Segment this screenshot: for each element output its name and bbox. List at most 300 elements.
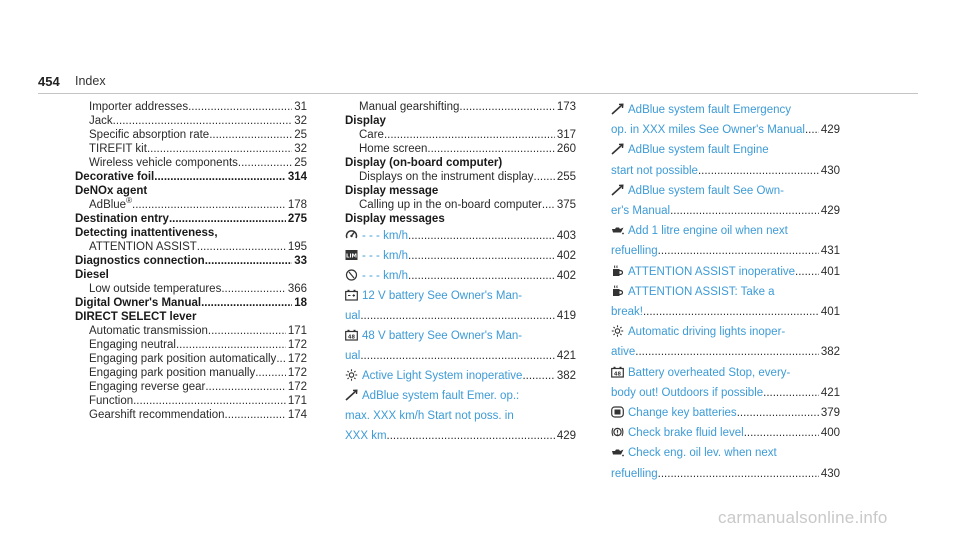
index-entry	[345, 114, 576, 128]
index-entry-text	[345, 212, 445, 226]
index-entry-label: Detecting inattentiveness,	[75, 227, 218, 239]
leader-dots	[670, 201, 819, 221]
index-entry-label: Wireless vehicle components	[89, 157, 238, 169]
page-reference[interactable]: 25	[294, 157, 307, 169]
leader-dots	[744, 423, 819, 443]
index-entry-label: refuelling	[611, 245, 658, 258]
index-entry	[75, 170, 307, 184]
index-entry[interactable]	[345, 266, 576, 286]
page-reference[interactable]: 31	[294, 101, 307, 113]
index-entry-text	[75, 268, 109, 282]
index-entry-text	[345, 386, 519, 406]
index-entry[interactable]	[611, 342, 840, 362]
index-entry-text	[359, 198, 542, 212]
index-entry-label: Displays on the instrument display	[359, 171, 534, 183]
page-reference[interactable]: 275	[287, 213, 307, 225]
index-entry-label: Specific absorption rate	[89, 129, 210, 141]
index-entry[interactable]	[611, 221, 840, 241]
index-entry[interactable]	[611, 241, 840, 261]
index-entry-text	[611, 403, 737, 423]
battery-12v-icon	[345, 289, 358, 301]
index-entry-label: Display messages	[345, 213, 445, 225]
index-entry-label: AdBlue system fault Emergency	[628, 104, 791, 116]
index-entry	[75, 226, 307, 240]
index-entry-label: Display message	[345, 185, 439, 197]
index-entry[interactable]	[611, 100, 840, 120]
index-entry[interactable]	[345, 426, 576, 446]
index-entry-text	[89, 366, 255, 380]
index-entry	[75, 338, 307, 352]
index-entry	[75, 380, 307, 394]
index-entry	[345, 100, 576, 114]
leader-dots	[238, 156, 292, 170]
page-reference[interactable]: 430	[820, 467, 840, 480]
leader-dots	[205, 254, 292, 268]
index-entry-text	[611, 140, 769, 160]
page-reference[interactable]: 431	[820, 245, 840, 258]
index-entry-text	[345, 306, 360, 326]
svg-text:48: 48	[348, 334, 355, 341]
leader-dots	[737, 403, 819, 423]
leader-dots	[132, 198, 286, 212]
index-entry-label: Diesel	[75, 269, 109, 281]
index-entry-label: Active Light System inoperative	[362, 370, 523, 382]
index-entry[interactable]	[611, 322, 840, 342]
page-reference[interactable]: 421	[820, 386, 840, 399]
index-entry-label: Gearshift recommendation	[89, 409, 225, 421]
battery-48v-icon	[345, 329, 358, 341]
index-entry[interactable]	[611, 282, 840, 302]
index-entry	[75, 100, 307, 114]
index-entry-text	[345, 246, 408, 266]
index-entry-label: Automatic transmission	[89, 325, 208, 337]
index-entry-label: Care	[359, 129, 384, 141]
page-reference[interactable]: 172	[287, 353, 307, 365]
index-entry	[75, 142, 307, 156]
page-reference[interactable]: 402	[556, 250, 576, 262]
index-entry-text	[611, 443, 777, 463]
index-entry	[75, 352, 307, 366]
index-entry-text	[611, 342, 635, 362]
leader-dots	[208, 324, 286, 338]
page-reference[interactable]: 18	[294, 297, 307, 309]
index-entry-label: 48 V battery See Owner's Man-	[362, 330, 523, 342]
page-reference[interactable]: 401	[820, 265, 840, 278]
page-reference[interactable]: 429	[820, 124, 840, 137]
index-entry	[75, 114, 307, 128]
cruise-control-icon	[345, 229, 358, 241]
index-entry-text	[359, 100, 459, 114]
index-entry-label: Display	[345, 115, 386, 127]
index-entry[interactable]	[611, 403, 840, 423]
index-entry-text	[89, 128, 209, 142]
leader-dots	[225, 408, 286, 422]
index-entry-label: Digital Owner's Manual	[75, 297, 202, 309]
index-entry-text	[89, 282, 221, 296]
index-entry-text	[611, 464, 658, 484]
leader-dots	[408, 266, 555, 286]
index-entry-text	[611, 302, 643, 322]
page-reference[interactable]: 172	[287, 339, 307, 351]
page-reference[interactable]: 173	[556, 101, 576, 113]
page-reference[interactable]: 400	[820, 427, 840, 440]
index-entry-text	[345, 286, 522, 306]
index-entry[interactable]	[611, 302, 840, 322]
registered-mark: ®	[126, 196, 132, 206]
page-reference[interactable]: 429	[556, 430, 576, 442]
page-reference[interactable]: 172	[287, 381, 307, 393]
index-entry-label: Function	[89, 395, 134, 407]
index-entry-text	[89, 198, 132, 212]
index-entry-label: - - - km/h	[362, 230, 408, 242]
index-entry	[75, 324, 307, 338]
index-entry-text	[89, 394, 133, 408]
index-entry-text	[75, 296, 201, 310]
index-entry-label: Check brake fluid level	[628, 427, 744, 440]
index-entry-text	[359, 170, 534, 184]
index-entry[interactable]	[611, 201, 840, 221]
index-entry[interactable]	[611, 383, 840, 403]
battery-48v-icon	[611, 366, 624, 378]
index-entry-label: DIRECT SELECT lever	[75, 311, 197, 323]
leader-dots	[147, 142, 292, 156]
page-header	[38, 74, 918, 92]
index-entry-label: Destination entry	[75, 213, 169, 225]
index-entry-text	[89, 380, 205, 394]
index-entry[interactable]	[611, 262, 840, 282]
index-entry-text	[75, 254, 205, 268]
index-entry	[345, 184, 576, 198]
index-entry	[75, 268, 307, 282]
page-reference[interactable]: 401	[820, 306, 840, 319]
leader-dots	[209, 128, 292, 142]
brake-icon	[611, 426, 624, 438]
index-entry-label: Decorative foil	[75, 171, 155, 183]
page-reference[interactable]: 178	[287, 199, 307, 211]
leader-dots	[176, 338, 286, 352]
index-entry	[75, 156, 307, 170]
speed-limit-icon	[345, 269, 358, 281]
index-entry-label: Calling up in the on-board computer	[359, 199, 542, 211]
leader-dots	[805, 120, 819, 140]
index-entry-label: XXX km	[345, 430, 387, 442]
page-reference[interactable]: 430	[820, 164, 840, 177]
index-entry	[75, 310, 307, 324]
leader-dots	[658, 241, 819, 261]
index-entry-label: ative	[611, 346, 636, 359]
index-entry-label: ATTENTION ASSIST inoperative	[628, 265, 796, 278]
index-entry	[345, 212, 576, 226]
index-entry-text	[89, 408, 225, 422]
leader-dots	[113, 114, 293, 128]
leader-dots	[154, 170, 286, 184]
page-reference[interactable]: 421	[556, 350, 576, 362]
page-reference[interactable]: 403	[556, 230, 576, 242]
index-entry	[75, 128, 307, 142]
page-reference[interactable]: 366	[287, 283, 307, 295]
page-reference[interactable]: 382	[820, 346, 840, 359]
page-reference[interactable]: 32	[294, 115, 307, 127]
page-reference[interactable]: 174	[287, 409, 307, 421]
index-entry-label: Automatic driving lights inoper-	[628, 326, 786, 339]
index-entry-text	[75, 310, 196, 324]
index-entry-text	[345, 426, 387, 446]
light-icon	[345, 369, 358, 381]
index-entry-text	[75, 184, 147, 198]
index-entry-text	[345, 114, 386, 128]
index-entry-label: op. in XXX miles See Owner's Manual	[611, 124, 805, 137]
page-number: 454	[38, 74, 60, 89]
index-entry-text	[89, 324, 208, 338]
leader-dots	[360, 346, 554, 366]
index-entry-label: Display (on-board computer)	[345, 157, 503, 169]
index-entry	[345, 198, 576, 212]
section-title: Index	[75, 74, 106, 88]
index-entry	[75, 394, 307, 408]
index-entry-text	[359, 142, 427, 156]
index-entry	[75, 408, 307, 422]
index-entry-label: Battery overheated Stop, every-	[628, 366, 791, 379]
leader-dots	[658, 464, 819, 484]
leader-dots	[205, 380, 285, 394]
leader-dots	[459, 100, 554, 114]
index-column-2	[345, 100, 576, 446]
index-entry	[75, 254, 307, 268]
leader-dots	[384, 128, 555, 142]
index-entry-label: body out! Outdoors if possible	[611, 386, 764, 399]
index-entry[interactable]	[611, 363, 840, 383]
index-entry[interactable]	[611, 443, 840, 463]
watermark: carmanualsonline.info	[718, 508, 888, 527]
page-reference[interactable]: 25	[294, 129, 307, 141]
index-entry[interactable]	[611, 140, 840, 160]
leader-dots	[643, 302, 819, 322]
index-entry-label: ATTENTION ASSIST: Take a	[628, 285, 775, 298]
page-reference[interactable]: 382	[556, 370, 576, 382]
oil-can-icon	[611, 224, 624, 236]
index-entry	[75, 282, 307, 296]
page-reference[interactable]: 33	[294, 255, 307, 267]
index-entry-label: Add 1 litre engine oil when next	[628, 225, 788, 238]
index-entry-text	[89, 338, 176, 352]
index-entry	[345, 156, 576, 170]
index-entry-label: AdBlue	[89, 199, 127, 211]
index-entry	[75, 366, 307, 380]
leader-dots	[197, 240, 286, 254]
leader-dots	[427, 142, 554, 156]
page-reference[interactable]: 375	[556, 199, 576, 211]
index-entry[interactable]	[611, 423, 840, 443]
index-entry[interactable]	[345, 226, 576, 246]
index-entry-label: Engaging reverse gear	[89, 381, 206, 393]
header-rule	[38, 93, 918, 94]
index-entry-label: Low outside temperatures	[89, 283, 222, 295]
index-entry-text	[611, 120, 805, 140]
page-reference[interactable]: 314	[287, 171, 307, 183]
index-entry-label: 12 V battery See Owner's Man-	[362, 290, 523, 302]
index-entry-text	[75, 226, 218, 240]
page-reference[interactable]: 171	[287, 325, 307, 337]
index-entry	[345, 142, 576, 156]
index-entry-label: Home screen	[359, 143, 428, 155]
index-entry-text	[345, 326, 522, 346]
leader-dots	[534, 170, 555, 184]
leader-dots	[635, 342, 819, 362]
index-entry-text	[611, 181, 784, 201]
svg-text:LIM: LIM	[345, 253, 358, 260]
index-entry-label: - - - km/h	[362, 250, 408, 262]
index-column-1	[75, 100, 307, 422]
index-entry-text	[611, 282, 775, 302]
page-reference[interactable]: 195	[287, 241, 307, 253]
page-reference[interactable]: 255	[556, 171, 576, 183]
key-battery-icon	[611, 406, 624, 418]
leader-dots	[763, 383, 819, 403]
index-entry[interactable]	[345, 246, 576, 266]
index-entry-text	[345, 346, 360, 366]
page-reference[interactable]: 32	[294, 143, 307, 155]
leader-dots	[221, 282, 285, 296]
index-entry	[75, 296, 307, 310]
index-entry	[75, 240, 307, 254]
index-entry-label: Diagnostics connection	[75, 255, 205, 267]
index-entry-label: AdBlue system fault Engine	[628, 144, 769, 157]
index-entry-text	[611, 241, 658, 261]
index-entry-label: AdBlue system fault See Own-	[628, 184, 784, 197]
index-entry-label: ual	[345, 310, 361, 322]
leader-dots	[188, 100, 292, 114]
index-entry[interactable]	[345, 306, 576, 326]
index-entry-text	[345, 184, 438, 198]
index-entry-label: er's Manual	[611, 205, 671, 218]
index-entry-text	[89, 240, 197, 254]
leader-dots	[133, 394, 286, 408]
page-reference[interactable]: 419	[556, 310, 576, 322]
index-entry-label: Check eng. oil lev. when next	[628, 447, 777, 460]
index-entry	[345, 128, 576, 142]
oil-can-icon	[611, 446, 624, 458]
index-entry-text	[359, 128, 384, 142]
index-entry	[345, 170, 576, 184]
index-entry-text	[89, 114, 113, 128]
index-entry-text	[75, 170, 154, 184]
limiter-icon	[345, 249, 358, 261]
index-entry	[75, 198, 307, 212]
index-entry-label: Manual gearshifting	[359, 101, 460, 113]
index-entry-text	[345, 156, 502, 170]
index-entry-text	[345, 266, 408, 286]
index-entry-text	[345, 226, 408, 246]
index-entry[interactable]	[611, 161, 840, 181]
svg-text:48: 48	[614, 371, 621, 378]
index-column-3	[611, 100, 840, 484]
leader-dots	[169, 212, 286, 226]
index-entry-label: Change key batteries	[628, 407, 737, 420]
index-entry-label: refuelling	[611, 467, 658, 480]
index-entry[interactable]	[345, 326, 576, 346]
page-reference[interactable]: 429	[820, 205, 840, 218]
index-entry-label: ual	[345, 350, 361, 362]
adblue-icon	[611, 143, 624, 155]
adblue-icon	[611, 103, 624, 115]
index-entry[interactable]	[345, 286, 576, 306]
index-entry-label: Engaging park position automatically	[89, 353, 277, 365]
index-entry-text	[611, 262, 795, 282]
leader-dots	[698, 161, 819, 181]
coffee-cup-icon	[611, 285, 624, 297]
index-entry-label: AdBlue system fault Emer. op.:	[362, 390, 520, 402]
leader-dots	[360, 306, 554, 326]
leader-dots	[408, 246, 555, 266]
index-entry-label: max. XXX km/h Start not poss. in	[345, 410, 514, 422]
index-entry	[75, 184, 307, 198]
index-entry-label: start not possible	[611, 164, 698, 177]
index-entry-label: TIREFIT kit	[89, 143, 147, 155]
index-entry[interactable]	[345, 406, 576, 426]
leader-dots	[408, 226, 555, 246]
leader-dots	[542, 198, 555, 212]
leader-dots	[255, 366, 286, 380]
index-entry-text	[89, 100, 188, 114]
leader-dots	[276, 352, 286, 366]
index-entry-text	[89, 352, 276, 366]
index-entry-label: - - - km/h	[362, 270, 408, 282]
adblue-icon	[611, 184, 624, 196]
leader-dots	[795, 262, 819, 282]
index-entry[interactable]	[611, 120, 840, 140]
index-entry-text	[611, 161, 698, 181]
index-entry-text	[611, 423, 744, 443]
index-entry-text	[611, 322, 785, 342]
leader-dots	[522, 366, 554, 386]
adblue-icon	[345, 389, 358, 401]
index-entry-text	[611, 383, 763, 403]
page-reference[interactable]: 379	[820, 407, 840, 420]
index-entry-text	[345, 366, 522, 386]
index-entry-label: break!	[611, 306, 643, 319]
index-entry-label: ATTENTION ASSIST	[89, 241, 197, 253]
light-icon	[611, 325, 624, 337]
index-entry-label: Engaging park position manually	[89, 367, 256, 379]
coffee-cup-icon	[611, 265, 624, 277]
index-entry-text	[611, 363, 790, 383]
page-reference[interactable]: 402	[556, 270, 576, 282]
index-entry[interactable]	[345, 386, 576, 406]
index-entry[interactable]	[611, 464, 840, 484]
index-entry[interactable]	[345, 346, 576, 366]
leader-dots	[387, 426, 555, 446]
index-entry-label: Engaging neutral	[89, 339, 176, 351]
index-entry-text	[611, 221, 788, 241]
index-entry-text	[75, 212, 169, 226]
page-reference[interactable]: 171	[287, 395, 307, 407]
index-entry-label: Importer addresses	[89, 101, 189, 113]
index-entry[interactable]	[611, 181, 840, 201]
index-entry-text	[89, 156, 238, 170]
index-entry-text	[89, 142, 147, 156]
index-entry-label: DeNOx agent	[75, 185, 148, 197]
page-reference[interactable]: 260	[556, 143, 576, 155]
index-entry-label: Jack	[89, 115, 113, 127]
index-entry[interactable]	[345, 366, 576, 386]
page-reference[interactable]: 317	[556, 129, 576, 141]
index-entry-text	[611, 100, 791, 120]
page-reference[interactable]: 172	[287, 367, 307, 379]
index-entry	[75, 212, 307, 226]
leader-dots	[201, 296, 292, 310]
index-entry-text	[611, 201, 670, 221]
index-entry-text	[345, 406, 514, 426]
